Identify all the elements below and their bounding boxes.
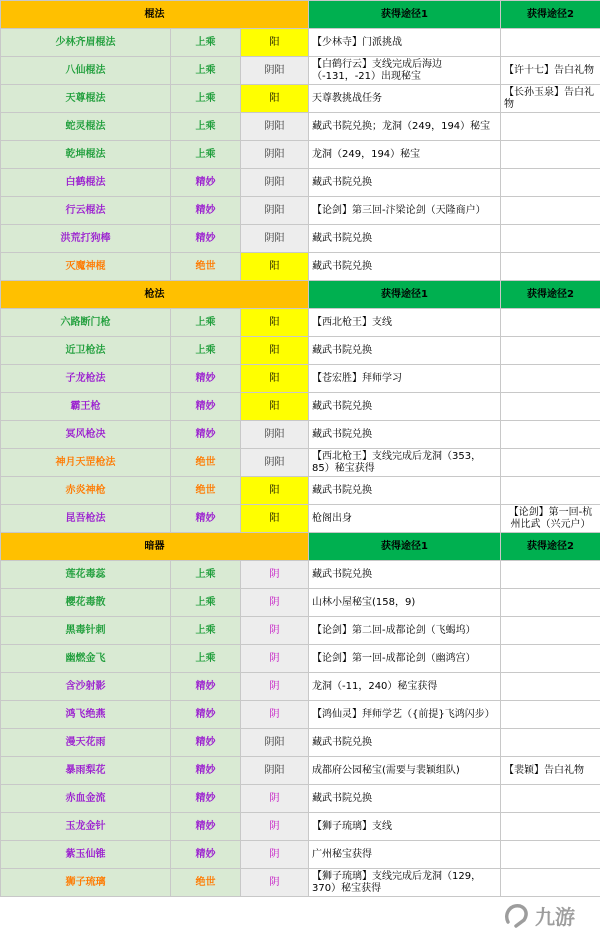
watermark-logo (502, 897, 592, 933)
source1-cell: 广州秘宝获得 (309, 841, 501, 869)
skill-attribute: 阴阳 (241, 141, 309, 169)
skill-grade: 绝世 (171, 449, 241, 477)
source1-cell: 藏武书院兑换；龙洞（249，194）秘宝 (309, 113, 501, 141)
source2-cell (501, 393, 600, 421)
source2-header: 获得途径2 (501, 1, 600, 29)
skill-name: 子龙枪法 (1, 365, 171, 393)
table-row (1, 197, 600, 225)
skill-attribute: 阴阳 (241, 421, 309, 449)
skill-grade: 精妙 (171, 169, 241, 197)
skill-grade: 精妙 (171, 225, 241, 253)
skill-name: 神月天罡枪法 (1, 449, 171, 477)
table-row (1, 57, 600, 85)
skill-grade: 精妙 (171, 421, 241, 449)
skill-grade: 精妙 (171, 701, 241, 729)
source1-cell: 藏武书院兑换 (309, 169, 501, 197)
source2-cell (501, 225, 600, 253)
category-title: 暗器 (1, 533, 309, 561)
skill-grade: 上乘 (171, 29, 241, 57)
skill-attribute: 阴 (241, 869, 309, 897)
source2-cell (501, 197, 600, 225)
source2-cell: 【论剑】第一回-杭州比武（兴元户） (501, 505, 600, 533)
skill-grade: 精妙 (171, 365, 241, 393)
source2-cell (501, 617, 600, 645)
category-title: 枪法 (1, 281, 309, 309)
skill-attribute: 阴 (241, 589, 309, 617)
table-row (1, 253, 600, 281)
skill-name: 灭魔神棍 (1, 253, 171, 281)
source2-cell (501, 169, 600, 197)
skill-name: 蛇灵棍法 (1, 113, 171, 141)
skill-attribute: 阴 (241, 673, 309, 701)
watermark-text: 九游 (535, 904, 575, 929)
section-header-row (1, 1, 600, 29)
source2-cell (501, 113, 600, 141)
source2-header: 获得途径2 (501, 533, 600, 561)
skill-grade: 绝世 (171, 869, 241, 897)
table-row (1, 85, 600, 113)
source1-cell: 藏武书院兑换 (309, 729, 501, 757)
table-row (1, 169, 600, 197)
source2-cell (501, 589, 600, 617)
skill-name: 白鹤棍法 (1, 169, 171, 197)
skill-grade: 精妙 (171, 729, 241, 757)
source2-cell: 【许十七】告白礼物 (501, 57, 600, 85)
skill-name: 行云棍法 (1, 197, 171, 225)
skill-attribute: 阳 (241, 505, 309, 533)
category-title: 棍法 (1, 1, 309, 29)
source2-cell (501, 449, 600, 477)
skill-attribute: 阳 (241, 29, 309, 57)
skill-name: 冥风枪决 (1, 421, 171, 449)
table-row (1, 729, 600, 757)
source1-cell: 【西北枪王】支线 (309, 309, 501, 337)
table-row (1, 785, 600, 813)
source2-cell (501, 365, 600, 393)
skill-name: 六路断门枪 (1, 309, 171, 337)
skill-attribute: 阴 (241, 617, 309, 645)
nine-game-logo-icon (502, 900, 532, 930)
source1-cell: 【论剑】第一回-成都论剑（幽鸿宫） (309, 645, 501, 673)
skill-grade: 上乘 (171, 561, 241, 589)
skill-attribute: 阳 (241, 477, 309, 505)
table-row (1, 869, 600, 897)
skill-grade: 精妙 (171, 785, 241, 813)
table-row (1, 477, 600, 505)
source1-cell: 【论剑】第三回-汴梁论剑（天隆商户） (309, 197, 501, 225)
source1-cell: 【苍宏胜】拜师学习 (309, 365, 501, 393)
skill-name: 赤炎神枪 (1, 477, 171, 505)
skill-name: 赤血金流 (1, 785, 171, 813)
source1-cell: 枪阁出身 (309, 505, 501, 533)
source2-cell (501, 561, 600, 589)
source1-header: 获得途径1 (309, 533, 501, 561)
source1-cell: 【少林寺】门派挑战 (309, 29, 501, 57)
skill-grade: 上乘 (171, 85, 241, 113)
table-row (1, 309, 600, 337)
skill-attribute: 阳 (241, 253, 309, 281)
source1-cell: 山林小屋秘宝(158，9) (309, 589, 501, 617)
skill-grade: 上乘 (171, 309, 241, 337)
table-row (1, 29, 600, 57)
skill-attribute: 阴阳 (241, 225, 309, 253)
skill-name: 昆吾枪法 (1, 505, 171, 533)
source2-cell (501, 29, 600, 57)
table-row (1, 841, 600, 869)
source2-cell: 【裴颖】告白礼物 (501, 757, 600, 785)
source2-cell (501, 785, 600, 813)
source1-cell: 【鸿仙灵】拜师学艺（{前提}飞鸿闪步） (309, 701, 501, 729)
skill-attribute: 阴 (241, 645, 309, 673)
skill-attribute: 阴 (241, 561, 309, 589)
table-row (1, 701, 600, 729)
source1-cell: 【论剑】第二回-成都论剑（飞蝎坞） (309, 617, 501, 645)
skill-grade: 精妙 (171, 813, 241, 841)
source2-cell: 【长孙玉泉】告白礼物 (501, 85, 600, 113)
skill-name: 漫天花雨 (1, 729, 171, 757)
skill-attribute: 阳 (241, 85, 309, 113)
source2-cell (501, 841, 600, 869)
skill-name: 狮子琉璃 (1, 869, 171, 897)
source2-cell (501, 309, 600, 337)
source2-cell (501, 645, 600, 673)
skill-attribute: 阳 (241, 365, 309, 393)
skill-name: 暴雨梨花 (1, 757, 171, 785)
skill-attribute: 阴 (241, 701, 309, 729)
table-row (1, 141, 600, 169)
skill-name: 莲花毒蕊 (1, 561, 171, 589)
skill-grade: 精妙 (171, 393, 241, 421)
skill-attribute: 阳 (241, 393, 309, 421)
skill-name: 洪荒打狗棒 (1, 225, 171, 253)
source1-cell: 龙洞（-11，240）秘宝获得 (309, 673, 501, 701)
skill-grade: 精妙 (171, 841, 241, 869)
table-row (1, 421, 600, 449)
table-row (1, 225, 600, 253)
table-row (1, 505, 600, 533)
skill-attribute: 阴阳 (241, 113, 309, 141)
source1-cell: 【白鹤行云】支线完成后海边（-131，-21）出现秘宝 (309, 57, 501, 85)
table-row (1, 645, 600, 673)
skill-grade: 上乘 (171, 645, 241, 673)
skill-grade: 绝世 (171, 477, 241, 505)
skill-name: 含沙射影 (1, 673, 171, 701)
skill-grade: 上乘 (171, 617, 241, 645)
source2-cell (501, 673, 600, 701)
source1-cell: 藏武书院兑换 (309, 253, 501, 281)
source1-cell: 成都府公园秘宝(需要与裴颖组队) (309, 757, 501, 785)
skill-attribute: 阴阳 (241, 757, 309, 785)
skill-attribute: 阴阳 (241, 449, 309, 477)
skill-name: 近卫枪法 (1, 337, 171, 365)
skill-name: 乾坤棍法 (1, 141, 171, 169)
skill-grade: 精妙 (171, 505, 241, 533)
source2-cell (501, 337, 600, 365)
skill-name: 少林齐眉棍法 (1, 29, 171, 57)
table-row (1, 813, 600, 841)
source1-cell: 【西北枪王】支线完成后龙洞（353，85）秘宝获得 (309, 449, 501, 477)
source2-cell (501, 477, 600, 505)
table-row (1, 365, 600, 393)
table-row (1, 113, 600, 141)
source1-cell: 龙洞（249，194）秘宝 (309, 141, 501, 169)
skill-grade: 精妙 (171, 757, 241, 785)
source1-header: 获得途径1 (309, 281, 501, 309)
skill-attribute: 阴 (241, 813, 309, 841)
skill-name: 幽燃金飞 (1, 645, 171, 673)
skill-attribute: 阳 (241, 309, 309, 337)
skill-attribute: 阴阳 (241, 729, 309, 757)
source1-cell: 【狮子琉璃】支线 (309, 813, 501, 841)
skill-name: 玉龙金针 (1, 813, 171, 841)
skill-grade: 上乘 (171, 57, 241, 85)
skills-table-body (1, 1, 600, 897)
skill-grade: 精妙 (171, 197, 241, 225)
skill-name: 霸王枪 (1, 393, 171, 421)
source1-cell: 藏武书院兑换 (309, 225, 501, 253)
table-row (1, 393, 600, 421)
skill-name: 八仙棍法 (1, 57, 171, 85)
skill-attribute: 阴阳 (241, 197, 309, 225)
skill-name: 樱花毒散 (1, 589, 171, 617)
source1-cell: 藏武书院兑换 (309, 477, 501, 505)
skill-grade: 上乘 (171, 589, 241, 617)
skill-name: 天尊棍法 (1, 85, 171, 113)
skill-attribute: 阴阳 (241, 169, 309, 197)
table-row (1, 757, 600, 785)
source2-cell (501, 253, 600, 281)
source2-cell (501, 813, 600, 841)
skill-attribute: 阴阳 (241, 57, 309, 85)
source1-cell: 【狮子琉璃】支线完成后龙洞（129，370）秘宝获得 (309, 869, 501, 897)
source2-cell (501, 729, 600, 757)
source2-cell (501, 869, 600, 897)
section-header-row (1, 533, 600, 561)
table-row (1, 561, 600, 589)
table-row (1, 337, 600, 365)
source1-cell: 藏武书院兑换 (309, 561, 501, 589)
skill-name: 紫玉仙锥 (1, 841, 171, 869)
skill-name: 黑毒针刺 (1, 617, 171, 645)
source1-cell: 藏武书院兑换 (309, 421, 501, 449)
skill-grade: 上乘 (171, 337, 241, 365)
table-row (1, 589, 600, 617)
skill-grade: 绝世 (171, 253, 241, 281)
source2-header: 获得途径2 (501, 281, 600, 309)
skill-name: 鸿飞绝燕 (1, 701, 171, 729)
table-row (1, 617, 600, 645)
skill-grade: 上乘 (171, 141, 241, 169)
source1-header: 获得途径1 (309, 1, 501, 29)
table-row (1, 449, 600, 477)
skill-attribute: 阳 (241, 337, 309, 365)
source1-cell: 藏武书院兑换 (309, 337, 501, 365)
table-row (1, 673, 600, 701)
section-header-row (1, 281, 600, 309)
source1-cell: 藏武书院兑换 (309, 393, 501, 421)
source1-cell: 天尊教挑战任务 (309, 85, 501, 113)
source2-cell (501, 141, 600, 169)
source2-cell (501, 701, 600, 729)
skill-grade: 上乘 (171, 113, 241, 141)
skill-attribute: 阴 (241, 841, 309, 869)
skill-grade: 精妙 (171, 673, 241, 701)
source2-cell (501, 421, 600, 449)
source1-cell: 藏武书院兑换 (309, 785, 501, 813)
skill-attribute: 阴 (241, 785, 309, 813)
